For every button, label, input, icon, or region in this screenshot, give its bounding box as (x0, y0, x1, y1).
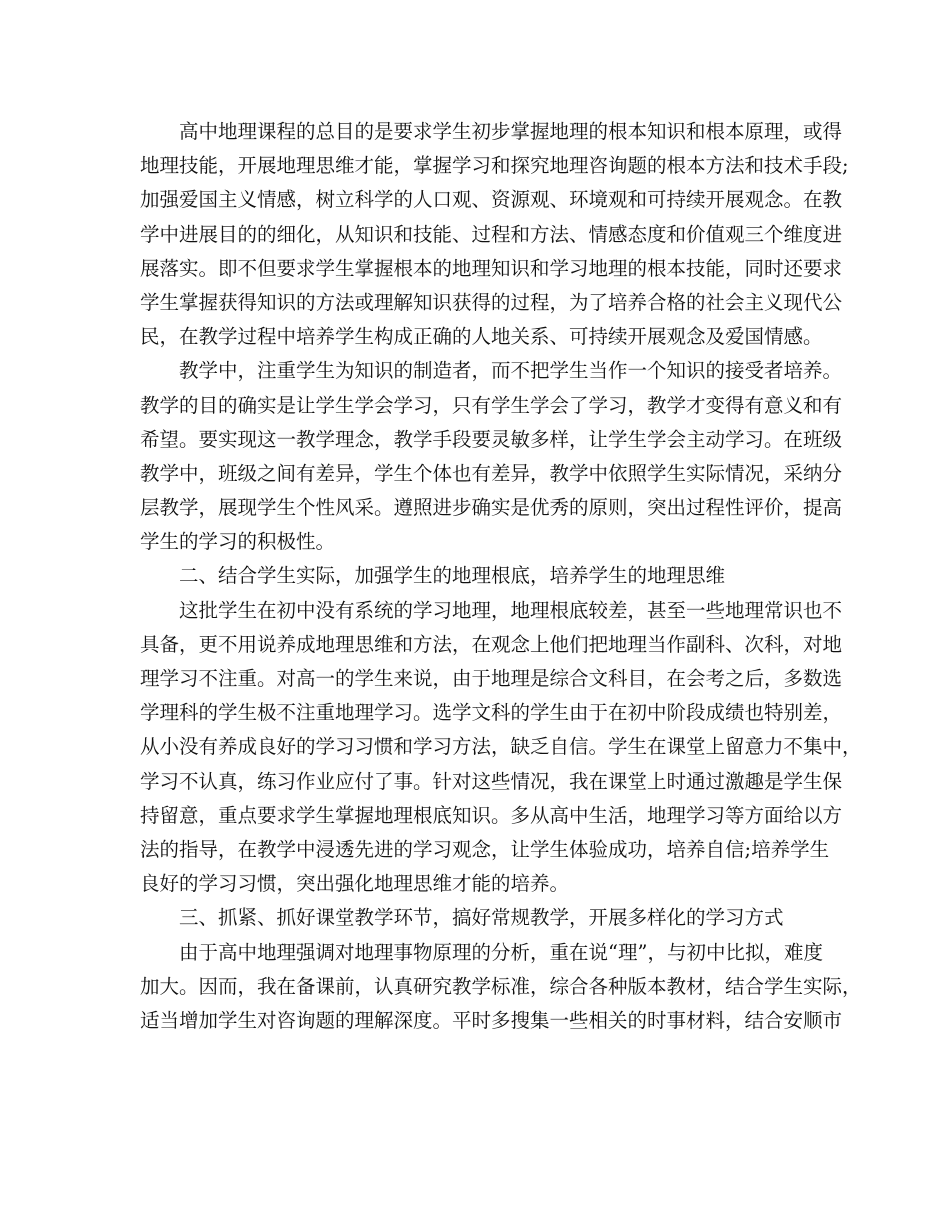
text-line: 教学中，注重学生为知识的制造者，而不把学生当作一个知识的接受者培养。 (179, 359, 843, 383)
text-line: 法的指导，在教学中浸透先进的学习观念，让学生体验成功，培养自信;培养学生 (140, 837, 830, 861)
text-line: 从小没有养成良好的学习习惯和学习方法，缺乏自信。学生在课堂上留意力不集中， (140, 735, 862, 759)
text-line: 加大。因而，我在备课前，认真研究教学标准，综合各种版本教材，结合学生实际， (140, 974, 862, 998)
text-line: 适当增加学生对咨询题的理解深度。平时多搜集一些相关的时事材料，结合安顺市 (140, 1008, 843, 1032)
body-text (140, 115, 862, 1038)
text-line: 层教学，展现学生个性风采。遵照进步确实是优秀的原则，突出过程性评价，提高 (140, 496, 843, 520)
text-line: 学生掌握获得知识的方法或理解知识获得的过程，为了培养合格的社会主义现代公 (140, 290, 843, 314)
text-line: 三、抓紧、抓好课堂教学环节，搞好常规教学，开展多样化的学习方式 (179, 906, 784, 930)
text-line: 理学习不注重。对高一的学生来说，由于地理是综合文科目，在会考之后，多数选 (140, 667, 843, 690)
text-line: 加强爱国主义情感，树立科学的人口观、资源观、环境观和可持续开展观念。在教 (140, 188, 843, 212)
text-line: 持留意，重点要求学生掌握地理根底知识。多从高中生活，地理学习等方面给以方 (140, 803, 843, 827)
text-line: 学中进展目的的细化，从知识和技能、过程和方法、情感态度和价值观三个维度进 (140, 222, 843, 246)
text-line: 民，在教学过程中培养学生构成正确的人地关系、可持续开展观念及爱国情感。 (140, 325, 823, 349)
text-line: 良好的学习习惯，突出强化地理思维才能的培养。 (140, 872, 570, 896)
text-line: 高中地理课程的总目的是要求学生初步掌握地理的根本知识和根本原理，或得 (179, 120, 843, 143)
text-line: 学习不认真，练习作业应付了事。针对这些情况，我在课堂上时通过激趣是学生保 (140, 769, 843, 793)
text-line: 教学中，班级之间有差异，学生个体也有差异，教学中依照学生实际情况，采纳分 (140, 461, 843, 485)
text-line: 这批学生在初中没有系统的学习地理，地理根底较差，甚至一些地理常识也不 (179, 598, 843, 622)
text-line: 学生的学习的积极性。 (140, 530, 336, 554)
text-line: 希望。要实现这一教学理念，教学手段要灵敏多样，让学生学会主动学习。在班级 (140, 427, 843, 451)
text-line: 二、结合学生实际，加强学生的地理根底，培养学生的地理思维 (179, 564, 726, 588)
text-line: 展落实。即不但要求学生掌握根本的地理知识和学习地理的根本技能，同时还要求 (140, 256, 843, 280)
text-line: 由于高中地理强调对地理事物原理的分析，重在说“理”，与初中比拟，难度 (179, 940, 823, 964)
text-line: 具备，更不用说养成地理思维和方法，在观念上他们把地理当作副科、次科，对地 (140, 632, 843, 656)
text-line: 教学的目的确实是让学生学会学习，只有学生学会了学习，教学才变得有意义和有 (140, 393, 843, 417)
text-line: 学理科的学生极不注重地理学习。选学文科的学生由于在初中阶段成绩也特别差， (140, 701, 843, 725)
text-line: 地理技能，开展地理思维才能，掌握学习和探究地理咨询题的根本方法和技术手段; (140, 154, 849, 178)
